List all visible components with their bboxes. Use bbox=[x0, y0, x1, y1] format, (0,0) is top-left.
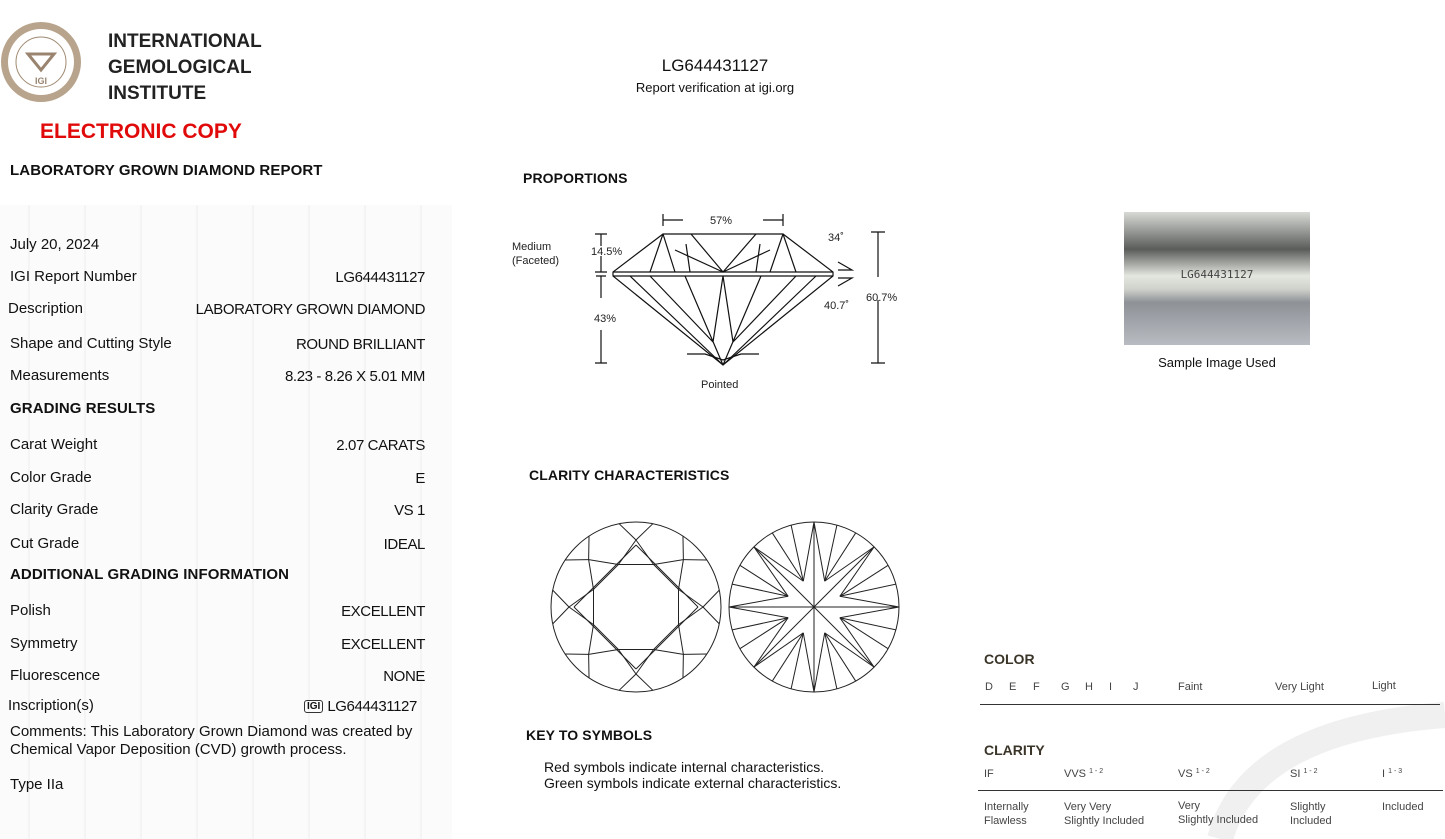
facet-line bbox=[636, 545, 698, 607]
report-number-value: LG644431127 bbox=[335, 269, 425, 286]
color-value: E bbox=[415, 470, 425, 487]
clarity-grade-description bbox=[1290, 800, 1332, 828]
desc-line: Included bbox=[1290, 815, 1332, 827]
girdle-line: (Faceted) bbox=[512, 255, 560, 267]
grade-code: VVS bbox=[1064, 768, 1087, 780]
facet-line bbox=[772, 633, 803, 681]
additional-info-heading: ADDITIONAL GRADING INFORMATION bbox=[10, 566, 290, 583]
facet-line bbox=[678, 560, 683, 590]
color-grade: I bbox=[1109, 681, 1113, 693]
clarity-grade-description bbox=[1178, 799, 1258, 827]
color-very-light: Very Light bbox=[1275, 681, 1324, 693]
facet-line bbox=[732, 584, 788, 596]
field-label: Polish bbox=[10, 602, 51, 619]
facet-line bbox=[636, 540, 654, 565]
facet-line bbox=[594, 565, 619, 590]
desc-line: Slightly Included bbox=[1178, 814, 1259, 826]
facet-line bbox=[703, 607, 719, 624]
comments-text: Comments: This Laboratory Grown Diamond was created by Chemical Vapor Deposition (CVD) growth process. bbox=[10, 723, 413, 758]
color-faint: Faint bbox=[1178, 681, 1203, 693]
desc-line: Slightly bbox=[1290, 801, 1326, 813]
facet-line bbox=[814, 522, 825, 581]
diamond-type: Type IIa bbox=[10, 776, 64, 793]
desc-line: Included bbox=[1382, 801, 1424, 813]
clarity-value: VS 1 bbox=[394, 502, 425, 519]
facet-line bbox=[569, 607, 594, 625]
grade-code: I bbox=[1382, 768, 1386, 780]
facet-line bbox=[589, 560, 594, 590]
inscription-value: LG644431127 bbox=[327, 698, 417, 715]
facet-line bbox=[825, 547, 874, 581]
facet-line bbox=[619, 524, 636, 540]
grade-range: 1 - 2 bbox=[1195, 768, 1210, 775]
field-label: Symmetry bbox=[10, 635, 78, 652]
clarity-plot-diagram bbox=[545, 518, 905, 698]
total-depth: 60.7% bbox=[866, 292, 898, 304]
girdle-label bbox=[512, 240, 559, 268]
facet-line bbox=[678, 625, 683, 655]
grade-range: 1 - 3 bbox=[1388, 768, 1403, 775]
facet-line bbox=[754, 547, 788, 596]
facet-line bbox=[740, 565, 788, 596]
clarity-scale-divider bbox=[978, 790, 1443, 791]
field-label: Clarity Grade bbox=[10, 501, 99, 518]
facet-line bbox=[791, 633, 803, 689]
field-label: Carat Weight bbox=[10, 436, 98, 453]
facet-line bbox=[814, 547, 874, 607]
sample-diamond-image bbox=[1124, 212, 1310, 345]
clarity-grade-code bbox=[1382, 768, 1402, 780]
field-label: IGI Report Number bbox=[10, 268, 137, 285]
field-label: Inscription(s) bbox=[8, 697, 94, 714]
facet-line bbox=[825, 633, 837, 689]
facet-line bbox=[654, 560, 684, 565]
facet-line bbox=[754, 547, 814, 607]
desc-line: Very Very bbox=[1064, 801, 1112, 813]
field-label: Fluorescence bbox=[10, 667, 101, 684]
facet-line bbox=[840, 596, 899, 607]
facet-line bbox=[703, 590, 719, 607]
facet-line bbox=[840, 584, 896, 596]
facet-line bbox=[825, 633, 856, 681]
color-grade: G bbox=[1061, 681, 1070, 693]
report-number-header: LG644431127 bbox=[661, 56, 769, 75]
svg-text:IGI: IGI bbox=[34, 76, 48, 86]
facet-line bbox=[569, 589, 594, 607]
symmetry-value: EXCELLENT bbox=[341, 636, 425, 653]
key-to-symbols-heading: KEY TO SYMBOLS bbox=[526, 727, 653, 743]
facet-line bbox=[574, 545, 636, 607]
facet-line bbox=[594, 625, 619, 650]
grading-results-heading: GRADING RESULTS bbox=[10, 400, 156, 417]
desc-line: Very bbox=[1178, 800, 1201, 812]
facet-line bbox=[654, 649, 684, 654]
polish-value: EXCELLENT bbox=[341, 603, 425, 620]
color-scale-heading: COLOR bbox=[984, 651, 1035, 667]
facet-line bbox=[553, 607, 569, 624]
shape-value: ROUND BRILLIANT bbox=[295, 336, 425, 353]
report-date: July 20, 2024 bbox=[10, 236, 100, 253]
facet-line bbox=[619, 674, 636, 690]
facet-line bbox=[636, 524, 653, 540]
clarity-grade-description bbox=[1064, 800, 1144, 828]
clarity-grade-code bbox=[1290, 768, 1317, 780]
proportions-heading: PROPORTIONS bbox=[523, 170, 628, 186]
desc-line: Internally bbox=[984, 801, 1029, 813]
facet-line bbox=[840, 607, 899, 618]
clarity-grade-code bbox=[984, 768, 994, 780]
facet-line bbox=[840, 565, 888, 596]
field-label: Cut Grade bbox=[10, 535, 80, 552]
key-external: Green symbols indicate external characteristics. bbox=[544, 775, 842, 791]
description-value: LABORATORY GROWN DIAMOND bbox=[195, 301, 425, 318]
color-grade: E bbox=[1009, 681, 1017, 693]
facet-line bbox=[840, 618, 874, 667]
facet-line bbox=[654, 565, 679, 590]
color-scale-divider bbox=[980, 704, 1440, 705]
facet-line bbox=[589, 560, 619, 565]
report-title: LABORATORY GROWN DIAMOND REPORT bbox=[10, 162, 323, 179]
color-grade: F bbox=[1033, 681, 1040, 693]
facet-line bbox=[618, 540, 636, 565]
key-internal: Red symbols indicate internal characteristics. bbox=[544, 759, 825, 775]
facet-line bbox=[553, 590, 569, 607]
fluorescence-value: NONE bbox=[383, 668, 425, 685]
clarity-grade-description bbox=[984, 800, 1029, 828]
facet-line bbox=[791, 525, 803, 581]
grade-code: SI bbox=[1290, 768, 1301, 780]
color-grade: J bbox=[1133, 681, 1139, 693]
facet-line bbox=[678, 589, 703, 607]
org-name-line: INTERNATIONAL bbox=[108, 31, 262, 52]
field-label: Measurements bbox=[10, 367, 110, 384]
field-label: Description bbox=[8, 300, 84, 317]
carat-value: 2.07 CARATS bbox=[336, 437, 425, 454]
facet-line bbox=[636, 607, 698, 669]
facet-line bbox=[803, 522, 814, 581]
facet-line bbox=[814, 633, 825, 692]
electronic-copy-label: ELECTRONIC COPY bbox=[40, 120, 242, 143]
facet-line bbox=[729, 607, 788, 618]
facet-line bbox=[840, 618, 888, 649]
clarity-characteristics-heading: CLARITY CHARACTERISTICS bbox=[529, 467, 730, 483]
facet-line bbox=[678, 607, 703, 625]
sample-caption: Sample Image Used bbox=[1158, 355, 1276, 370]
facet-line bbox=[589, 625, 594, 655]
crown-angle: 34˚ bbox=[828, 232, 844, 244]
igi-logo-icon: IGI bbox=[304, 700, 323, 713]
color-grade: D bbox=[985, 681, 993, 693]
facet-line bbox=[574, 607, 636, 669]
grade-range: 1 - 2 bbox=[1303, 768, 1318, 775]
org-name-line: GEMOLOGICAL bbox=[108, 57, 252, 78]
color-light: Light bbox=[1372, 680, 1396, 692]
field-label: Color Grade bbox=[10, 469, 92, 486]
facet-line bbox=[654, 625, 679, 650]
desc-line: Slightly Included bbox=[1064, 815, 1145, 827]
facet-line bbox=[814, 607, 874, 667]
facet-line bbox=[589, 649, 619, 654]
facet-line bbox=[636, 649, 654, 674]
facet-line bbox=[754, 618, 788, 667]
table-percent: 57% bbox=[710, 215, 733, 227]
facet-line bbox=[803, 633, 814, 692]
facet-line bbox=[840, 547, 874, 596]
facet-line bbox=[729, 596, 788, 607]
facet-line bbox=[732, 618, 788, 630]
facet-line bbox=[754, 547, 803, 581]
facet-line bbox=[825, 533, 856, 581]
color-grade: H bbox=[1085, 681, 1093, 693]
grade-code: VS bbox=[1178, 768, 1193, 780]
facet-line bbox=[840, 618, 896, 630]
field-label: Shape and Cutting Style bbox=[10, 335, 172, 352]
pavilion-angle: 40.7˚ bbox=[824, 300, 850, 312]
clarity-grade-description bbox=[1382, 800, 1424, 814]
cut-value: IDEAL bbox=[383, 536, 425, 553]
desc-line: Flawless bbox=[984, 815, 1027, 827]
girdle-line: Medium bbox=[512, 241, 552, 253]
facet-line bbox=[754, 607, 814, 667]
sample-inscription: LG644431127 bbox=[1180, 268, 1254, 281]
facet-line bbox=[825, 525, 837, 581]
facet-line bbox=[754, 633, 803, 667]
org-name-line: INSTITUTE bbox=[108, 83, 207, 104]
facet-line bbox=[636, 674, 653, 690]
grade-range: 1 - 2 bbox=[1089, 768, 1104, 775]
crown-height: 14.5% bbox=[591, 246, 623, 258]
facet-line bbox=[618, 649, 636, 674]
culet: Pointed bbox=[701, 379, 739, 391]
clarity-grade-code bbox=[1064, 768, 1103, 780]
facet-line bbox=[772, 533, 803, 581]
verification-link[interactable]: Report verification at igi.org bbox=[635, 80, 795, 95]
facet-line bbox=[825, 633, 874, 667]
pavilion-depth: 43% bbox=[594, 313, 617, 325]
grade-code: IF bbox=[984, 768, 994, 780]
clarity-grade-code bbox=[1178, 768, 1210, 780]
clarity-scale-heading: CLARITY bbox=[984, 742, 1045, 758]
diamond-outline bbox=[551, 522, 721, 692]
measurements-value: 8.23 - 8.26 X 5.01 MM bbox=[284, 368, 425, 385]
facet-line bbox=[740, 618, 788, 649]
